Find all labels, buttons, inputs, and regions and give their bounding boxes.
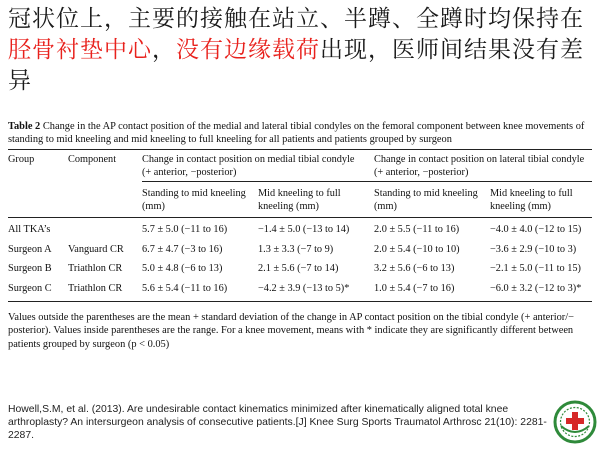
subheader-medial-standing-to-mid: Standing to mid kneeling (mm) xyxy=(142,182,258,218)
cell-lateral-mid-to-full: −2.1 ± 5.0 (−11 to 15) xyxy=(490,263,581,274)
header-medial: Change in contact position on medial tibial condyle (+ anterior, −posterior) xyxy=(142,150,374,182)
cell-medial-mid-to-full: 2.1 ± 5.6 (−7 to 14) xyxy=(258,263,339,274)
table-header-row xyxy=(8,150,592,182)
table-row xyxy=(8,239,592,259)
table-caption xyxy=(8,120,592,146)
hospital-emblem-icon xyxy=(553,400,597,444)
table-caption-text: Change in the AP contact position of the medial and lateral tibial condyles on the femoral component between knee movements of standing to mid kneeling and mid kneeling to full kneeling for all patients and patients grouped by surgeon xyxy=(8,121,585,145)
cell-component xyxy=(68,218,142,239)
cell-lateral-standing-to-mid: 2.0 ± 5.5 (−11 to 16) xyxy=(374,218,490,239)
slide-headline xyxy=(8,4,593,97)
table-row xyxy=(8,258,592,278)
cell-lateral-mid-to-full: −6.0 ± 3.2 (−12 to 3)* xyxy=(490,278,592,302)
results-table xyxy=(8,149,592,302)
table-row xyxy=(8,218,592,239)
cell-medial-standing-to-mid: 5.0 ± 4.8 (−6 to 13) xyxy=(142,263,223,274)
cell-component: Vanguard CR xyxy=(68,243,124,255)
headline-highlight-no-edge-loading: 没有边缘载荷 xyxy=(176,37,320,63)
table-footnote: Values outside the parentheses are the mean + standard deviation of the change in AP contact position on the tibial condyle (+ anterior/− posterior). Values inside parentheses are the range. For a knee movement, means with * indicate they are significantly different between patients grouped by surgeon (p < 0.05) xyxy=(8,312,574,350)
table-subheader-row xyxy=(8,182,592,218)
header-group: Group xyxy=(8,150,68,182)
cell-lateral-standing-to-mid: 1.0 ± 5.4 (−7 to 16) xyxy=(374,278,490,302)
cell-lateral-mid-to-full: −4.0 ± 4.0 (−12 to 15) xyxy=(490,218,592,239)
cell-medial-standing-to-mid: 5.7 ± 5.0 (−11 to 16) xyxy=(142,218,258,239)
headline-text-1: 冠状位上，主要的接触在站立、半蹲、全蹲时均保持在 xyxy=(8,6,584,32)
cell-lateral-mid-to-full: −3.6 ± 2.9 (−10 to 3) xyxy=(490,243,577,255)
headline-text-2: ， xyxy=(152,37,176,63)
subheader-lateral-mid-to-full: Mid kneeling to full kneeling (mm) xyxy=(490,182,592,218)
cell-group: Surgeon B xyxy=(8,263,52,274)
header-lateral: Change in contact position on lateral tibial condyle (+ anterior, −posterior) xyxy=(374,150,592,182)
cell-component: Triathlon CR xyxy=(68,278,142,302)
citation-reference: Howell,S.M, et al. (2013). Are undesirable contact kinematics minimized after kinematically aligned total knee arthroplasty? An intersurgeon analysis of consecutive patients.[J] Knee Surg Sports Traumatol Arthrosc 21(10): 2281-2287. xyxy=(8,404,547,441)
cell-group: All TKA’s xyxy=(8,218,68,239)
cell-medial-mid-to-full: 1.3 ± 3.3 (−7 to 9) xyxy=(258,243,334,255)
table-row xyxy=(8,278,592,302)
cell-medial-mid-to-full: −1.4 ± 5.0 (−13 to 14) xyxy=(258,218,374,239)
cell-medial-standing-to-mid: 6.7 ± 4.7 (−3 to 16) xyxy=(142,243,223,255)
cell-medial-mid-to-full: −4.2 ± 3.9 (−13 to 5)* xyxy=(258,278,374,302)
table-label: Table 2 xyxy=(8,121,41,132)
header-component: Component xyxy=(68,150,142,182)
headline-text-3: 出现，医师间结果没有差异 xyxy=(8,37,584,94)
cell-component: Triathlon CR xyxy=(68,263,123,274)
cell-group: Surgeon A xyxy=(8,243,52,255)
cell-lateral-standing-to-mid: 3.2 ± 5.6 (−6 to 13) xyxy=(374,263,455,274)
cell-lateral-standing-to-mid: 2.0 ± 5.4 (−10 to 10) xyxy=(374,243,460,255)
subheader-lateral-standing-to-mid: Standing to mid kneeling (mm) xyxy=(374,182,490,218)
headline-highlight-tibial-insert-center: 胫骨衬垫中心 xyxy=(8,37,152,63)
subheader-medial-mid-to-full: Mid kneeling to full kneeling (mm) xyxy=(258,182,374,218)
cell-medial-standing-to-mid: 5.6 ± 5.4 (−11 to 16) xyxy=(142,278,258,302)
cell-group: Surgeon C xyxy=(8,278,68,302)
